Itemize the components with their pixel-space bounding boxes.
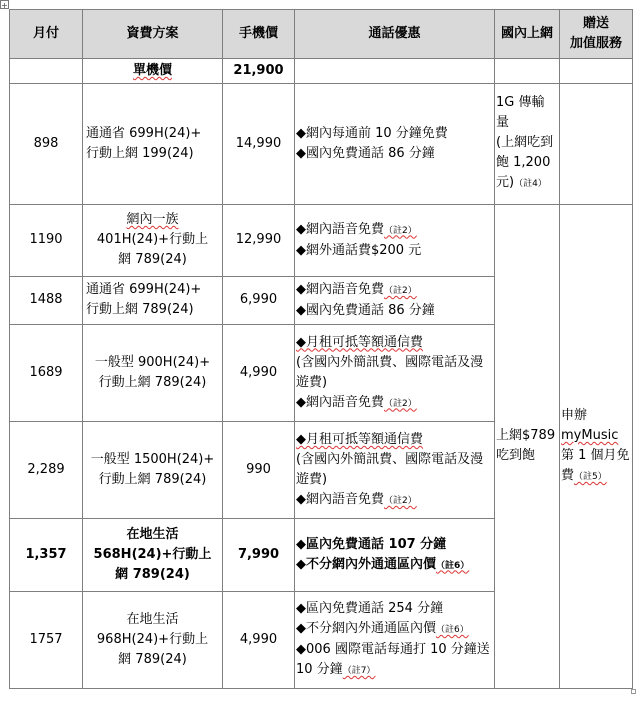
month-fee: 1757	[10, 591, 83, 688]
table-row	[10, 204, 633, 276]
tariff-table	[9, 9, 633, 689]
month-fee: 1190	[10, 204, 83, 276]
call-offer: ◆網內語音免費（註2） ◆網外通話費$200 元	[295, 204, 495, 276]
header-month: 月付	[10, 10, 83, 59]
single-price-label: 單機價	[83, 59, 223, 84]
header-bonus	[560, 10, 633, 59]
plan-name: 在地生活 968H(24)+行動上 網 789(24)	[83, 591, 223, 688]
header-price: 手機價	[223, 10, 295, 59]
call-offer: ◆網內每通前 10 分鐘免費 ◆國內免費通話 86 分鐘	[295, 84, 495, 204]
phone-price: 4,990	[223, 324, 295, 421]
call-offer: ◆區內免費通話 254 分鐘 ◆不分網內外通通區內價（註6） ◆006 國際電話每通打 10 分鐘送 10 分鐘（註7）	[295, 591, 495, 688]
data-offer-unlimited: 上網$789 吃到飽	[495, 204, 560, 688]
phone-price: 12,990	[223, 204, 295, 276]
phone-price: 14,990	[223, 84, 295, 204]
month-fee: 1488	[10, 276, 83, 324]
single-price-data-empty	[495, 59, 560, 84]
call-offer: ◆網內語音免費（註2） ◆國內免費通話 86 分鐘	[295, 276, 495, 324]
header-plan: 資費方案	[83, 10, 223, 59]
bonus-empty	[560, 84, 633, 204]
plan-name: 一般型 1500H(24)+ 行動上網 789(24)	[83, 422, 223, 519]
plan-name: 一般型 900H(24)+ 行動上網 789(24)	[83, 324, 223, 421]
plan-name: 通通省 699H(24)+ 行動上網 789(24)	[83, 276, 223, 324]
month-fee: 2,289	[10, 422, 83, 519]
plan-name: 通通省 699H(24)+ 行動上網 199(24)	[83, 84, 223, 204]
bonus-mymusic: 申辦 myMusic 第 1 個月免 費（註5）	[560, 204, 633, 688]
call-offer: ◆區內免費通話 107 分鐘 ◆不分網內外通通區內價（註6）	[295, 519, 495, 591]
single-price-call-empty	[295, 59, 495, 84]
data-offer-1g: 1G 傳輸 量 (上網吃到 飽 1,200 元)（註4）	[495, 84, 560, 204]
header-call: 通話優惠	[295, 10, 495, 59]
plan-name: 在地生活 568H(24)+行動上 網 789(24)	[83, 519, 223, 591]
plan-name: 網內一族 401H(24)+行動上 網 789(24)	[83, 204, 223, 276]
month-fee: 1689	[10, 324, 83, 421]
single-price-row	[10, 59, 633, 84]
phone-price: 7,990	[223, 519, 295, 591]
call-offer: ◆月租可抵等額通信費 (含國內外簡訊費、國際電話及漫 遊費) ◆網內語音免費（註2）	[295, 324, 495, 421]
phone-price: 6,990	[223, 276, 295, 324]
end-of-cell-mark	[631, 689, 636, 694]
single-price-bonus-empty	[560, 59, 633, 84]
table-move-handle[interactable]: +	[1, 1, 8, 10]
single-price-value: 21,900	[223, 59, 295, 84]
header-data: 國內上網	[495, 10, 560, 59]
call-offer: ◆月租可抵等額通信費 (含國內外簡訊費、國際電話及漫 遊費) ◆網內語音免費（註2）	[295, 422, 495, 519]
phone-price: 4,990	[223, 591, 295, 688]
header-bonus-line2: 加值服務	[569, 36, 622, 52]
header-bonus-line1: 贈送	[582, 16, 609, 32]
header-row	[10, 10, 633, 59]
single-price-empty	[10, 59, 83, 84]
phone-price: 990	[223, 422, 295, 519]
table-row	[10, 84, 633, 204]
month-fee: 898	[10, 84, 83, 204]
month-fee: 1,357	[10, 519, 83, 591]
